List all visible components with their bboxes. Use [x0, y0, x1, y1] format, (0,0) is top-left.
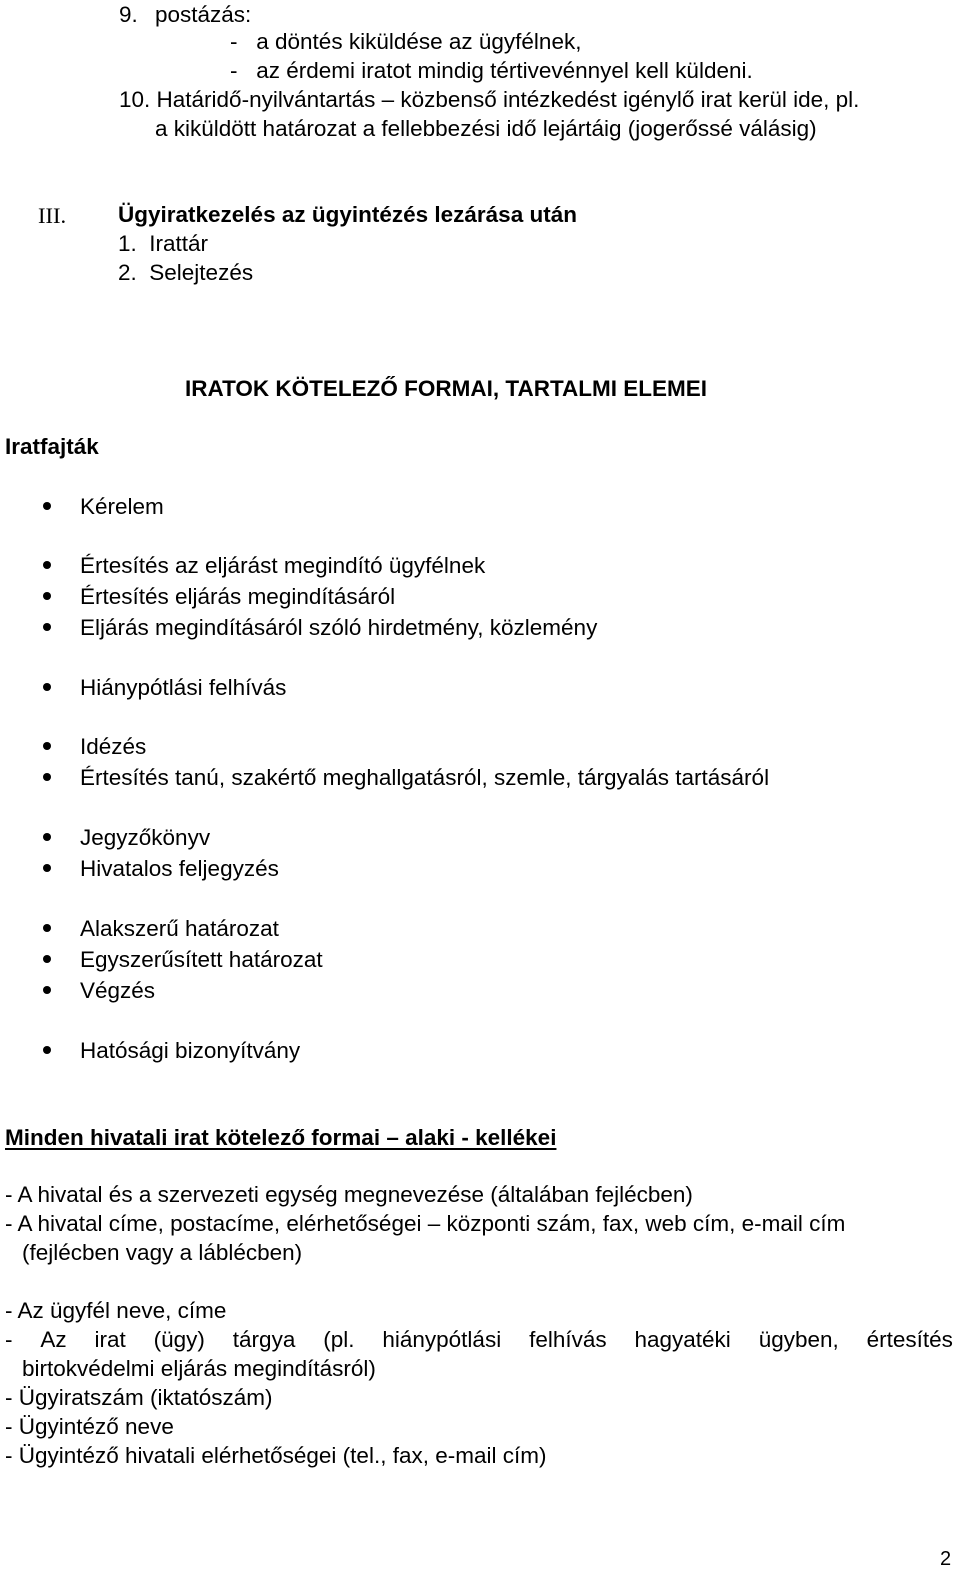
requirement-item: - A hivatal és a szervezeti egység megnevezése (általában fejlécben) — [5, 1182, 693, 1207]
list-item: Idézés — [80, 734, 147, 759]
list-item: Jegyzőkönyv — [80, 825, 211, 850]
item9-sub2: - az érdemi iratot mindig tértivevénnyel kell küldeni. — [230, 58, 753, 83]
list-item: Hiánypótlási felhívás — [80, 675, 287, 700]
requirement-item: - Ügyintéző hivatali elérhetőségei (tel., fax, e-mail cím) — [5, 1443, 547, 1468]
requirement-item-continuation: birtokvédelmi eljárás megindításról) — [22, 1356, 376, 1381]
requirement-item: - Ügyintéző neve — [5, 1414, 174, 1439]
page-number: 2 — [940, 1548, 952, 1570]
bullet-icon — [43, 773, 51, 781]
word: Az — [40, 1327, 67, 1352]
list-item: Értesítés az eljárást megindító ügyfélnek — [80, 553, 486, 578]
item9-label: postázás: — [155, 2, 252, 27]
word: irat — [94, 1327, 126, 1352]
word: felhívás — [529, 1327, 607, 1352]
requirement-item-justified — [5, 1325, 953, 1354]
list-item: Értesítés eljárás megindításáról — [80, 584, 396, 609]
list-item: Egyszerűsített határozat — [80, 947, 323, 972]
list-item: Értesítés tanú, szakértő meghallgatásról, szemle, tárgyalás tartásáról — [80, 765, 770, 790]
section3-heading: Ügyiratkezelés az ügyintézés lezárása után — [118, 202, 577, 227]
requirement-item-continuation: (fejlécben vagy a láblécben) — [22, 1240, 303, 1265]
item9-sub1: - a döntés kiküldése az ügyfélnek, — [230, 29, 582, 54]
bullet-icon — [43, 955, 51, 963]
section3-item1: 1. Irattár — [118, 231, 209, 256]
page-title: IRATOK KÖTELEZŐ FORMAI, TARTALMI ELEMEI — [185, 376, 708, 401]
word: hagyatéki — [634, 1327, 731, 1352]
bullet-icon — [43, 986, 51, 994]
types-heading: Iratfajták — [5, 434, 99, 459]
list-item: Alakszerű határozat — [80, 916, 279, 941]
bullet-icon — [43, 1046, 51, 1054]
section3-roman: III. — [38, 203, 67, 228]
item10-line2: a kiküldött határozat a fellebbezési idő lejártáig (jogerőssé válásig) — [155, 116, 817, 141]
requirements-heading: Minden hivatali irat kötelező formai – alaki - kellékei — [5, 1125, 557, 1150]
item10-line1: 10. Határidő-nyilvántartás – közbenső intézkedést igénylő irat kerül ide, pl. — [119, 87, 860, 112]
list-item: Hatósági bizonyítvány — [80, 1038, 301, 1063]
bullet-icon — [43, 561, 51, 569]
word: értesítés — [866, 1327, 953, 1352]
list-item: Eljárás megindításáról szóló hirdetmény, közlemény — [80, 615, 598, 640]
bullet-icon — [43, 683, 51, 691]
list-item: Kérelem — [80, 494, 164, 519]
word: (ügy) — [153, 1327, 205, 1352]
bullet-icon — [43, 592, 51, 600]
item9-number: 9. — [119, 2, 138, 27]
bullet-icon — [43, 742, 51, 750]
requirement-item: - A hivatal címe, postacíme, elérhetőségei – központi szám, fax, web cím, e-mail cím — [5, 1211, 846, 1236]
word: (pl. — [323, 1327, 355, 1352]
list-item: Hivatalos feljegyzés — [80, 856, 279, 881]
bullet-icon — [43, 864, 51, 872]
requirement-item: - Ügyiratszám (iktatószám) — [5, 1385, 273, 1410]
section3-item2: 2. Selejtezés — [118, 260, 254, 285]
bullet-icon — [43, 502, 51, 510]
word: - — [5, 1327, 13, 1352]
bullet-icon — [43, 924, 51, 932]
requirement-item: - Az ügyfél neve, címe — [5, 1298, 227, 1323]
bullet-icon — [43, 833, 51, 841]
bullet-icon — [43, 623, 51, 631]
word: tárgya — [232, 1327, 296, 1352]
word: ügyben, — [758, 1327, 839, 1352]
word: hiánypótlási — [382, 1327, 502, 1352]
list-item: Végzés — [80, 978, 156, 1003]
